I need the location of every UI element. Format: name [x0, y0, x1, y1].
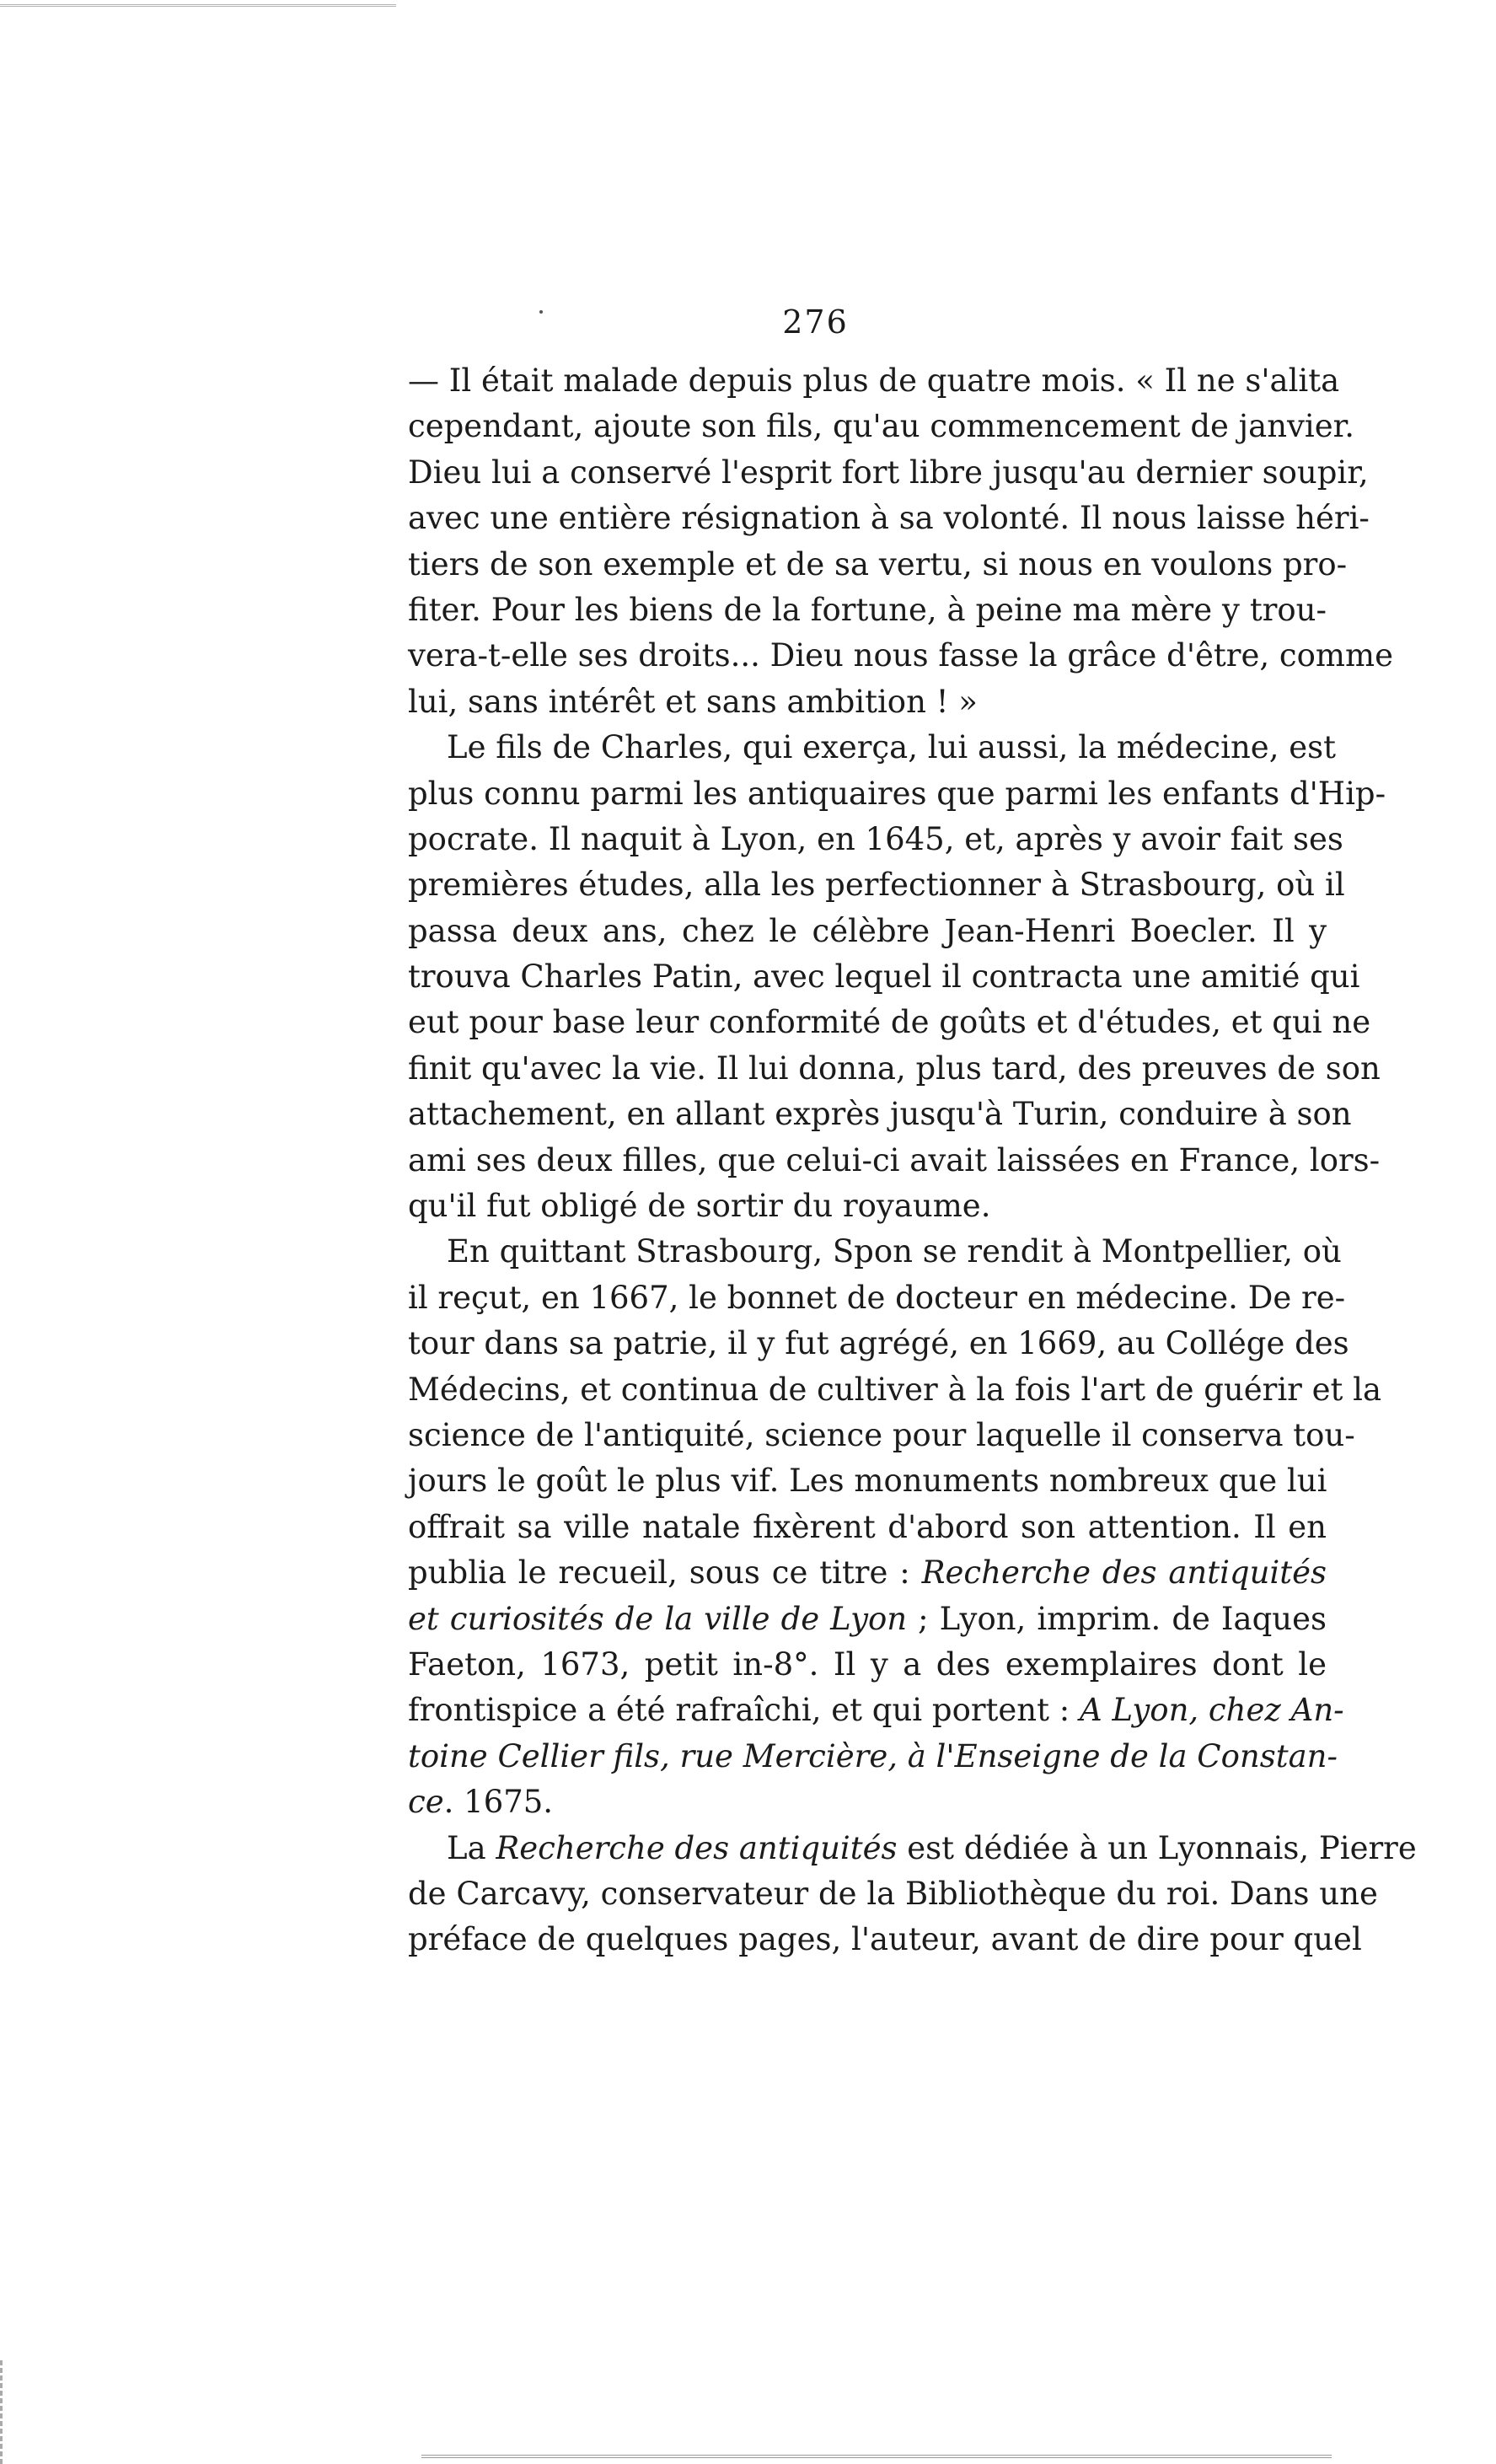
body-text [408, 358, 1417, 1963]
text-line: lui, sans intérêt et sans ambition ! » [408, 683, 978, 720]
text-line: Le fils de Charles, qui exerça, lui aussi, la médecine, est [447, 729, 1336, 766]
text-line: de Carcavy, conservateur de la Bibliothèque du roi. Dans une [408, 1875, 1378, 1912]
text-line: Dieu lui a conservé l'esprit fort libre jusqu'au dernier soupir, [408, 454, 1369, 491]
text-line: offrait sa ville natale fixèrent d'abord son attention. Il en [408, 1508, 1327, 1545]
text-line: avec une entière résignation à sa volonté. Il nous laisse héri- [408, 500, 1370, 537]
paragraph-3 [408, 1229, 1382, 1825]
text-line: attachement, en allant exprès jusqu'à Turin, conduire à son [408, 1096, 1352, 1133]
text-line [408, 1780, 1327, 1825]
text-line: il reçut, en 1667, le bonnet de docteur en médecine. De re- [408, 1279, 1346, 1316]
text-line: cependant, ajoute son fils, qu'au commencement de janvier. [408, 408, 1355, 445]
text-line: préface de quelques pages, l'auteur, avant de dire pour quel [408, 1921, 1362, 1958]
italic-span: et curiosités de la ville de Lyon [408, 1600, 908, 1637]
text-line: jours le goût le plus vif. Les monuments nombreux que lui [408, 1463, 1327, 1500]
italic-span: Recherche des antiquités [496, 1829, 898, 1866]
text-line: trouva Charles Patin, avec lequel il contracta une amitié qui [408, 958, 1360, 996]
italic-span: A Lyon, chez An- [1079, 1692, 1344, 1729]
text-span: frontispice a été rafraîchi, et qui portent : [408, 1692, 1080, 1729]
text-line: Faeton, 1673, petit in-8°. Il y a des exemplaires dont le [408, 1645, 1327, 1683]
italic-span: toine Cellier fils, rue Mercière, à l'Enseigne de la Constan- [408, 1737, 1338, 1774]
text-line: — Il était malade depuis plus de quatre mois. « Il ne s'alita [408, 362, 1340, 399]
text-span: . 1675. [443, 1784, 554, 1821]
text-line: Médecins, et continua de cultiver à la fois l'art de guérir et la [408, 1371, 1382, 1408]
text-line: passa deux ans, chez le célèbre Jean-Henri Boecler. Il y [408, 912, 1327, 949]
text-line: vera-t-elle ses droits... Dieu nous fasse la grâce d'être, comme [408, 637, 1393, 674]
text-line: eut pour base leur conformité de goûts et d'études, et qui ne [408, 1004, 1371, 1041]
text-line: pocrate. Il naquit à Lyon, en 1645, et, après y avoir fait ses [408, 820, 1343, 857]
text-line [408, 1550, 1327, 1596]
text-span: publia le recueil, sous ce titre : [408, 1554, 922, 1592]
text-span: ; Lyon, imprim. de Iaques [907, 1600, 1327, 1637]
text-span: La [447, 1829, 496, 1866]
scan-edge-bottom [421, 2455, 1332, 2458]
paragraph-1 [408, 358, 1393, 725]
text-line: tiers de son exemple et de sa vertu, si nous en voulons pro- [408, 545, 1348, 582]
text-line [408, 1688, 1344, 1733]
scan-edge-left [0, 2360, 6, 2464]
text-line: En quittant Strasbourg, Spon se rendit à Montpellier, où [447, 1233, 1342, 1270]
scan-edge-top [0, 0, 396, 7]
text-line: plus connu parmi les antiquaires que parmi les enfants d'Hip- [408, 775, 1386, 812]
text-line: qu'il fut obligé de sortir du royaume. [408, 1188, 991, 1225]
text-line: tour dans sa patrie, il y fut agrégé, en 1669, au Collége des [408, 1325, 1349, 1362]
text-line: premières études, alla les perfectionner à Strasbourg, où il [408, 867, 1345, 904]
text-line: ami ses deux filles, que celui-ci avait laissées en France, lors- [408, 1141, 1381, 1178]
text-line: science de l'antiquité, science pour laquelle il conserva tou- [408, 1416, 1355, 1453]
italic-span: ce [408, 1784, 444, 1821]
page-number: 276 [782, 303, 849, 341]
paragraph-4 [408, 1826, 1417, 1963]
italic-span: Recherche des antiquités [921, 1554, 1327, 1592]
text-span: est dédiée à un Lyonnais, Pierre [897, 1829, 1417, 1866]
text-line: fiter. Pour les biens de la fortune, à peine ma mère y trou- [408, 591, 1327, 628]
text-line [408, 1597, 1327, 1642]
paragraph-2 [408, 725, 1386, 1229]
text-line: finit qu'avec la vie. Il lui donna, plus tard, des preuves de son [408, 1049, 1381, 1087]
text-line [408, 1734, 1338, 1780]
text-line [408, 1826, 1417, 1871]
